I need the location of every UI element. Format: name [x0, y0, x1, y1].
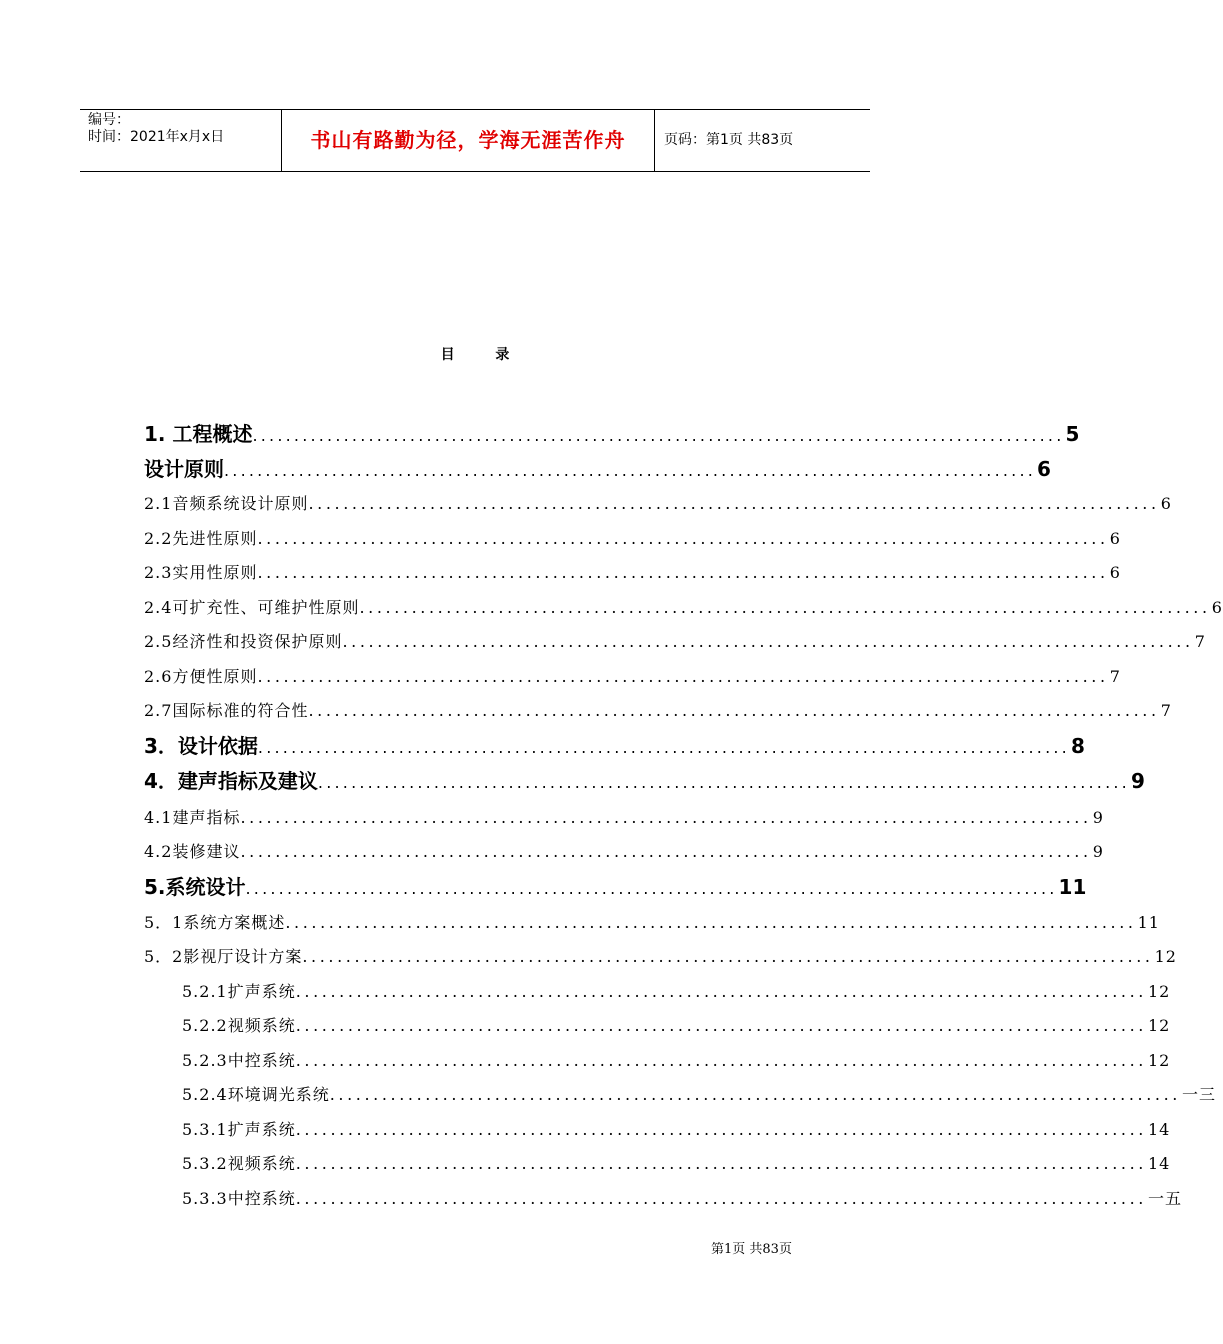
toc-leader-dots: .................................................................................................. [240, 842, 1092, 861]
document-header [80, 109, 870, 172]
toc-leader-dots: .................................................................................................. [308, 701, 1160, 720]
toc-entry-page: 6 [1109, 563, 1121, 582]
toc-entry-label: 5.3.3中控系统 [182, 1189, 296, 1208]
toc-entry-label: 5.2.2视频系统 [182, 1016, 296, 1035]
toc-entry-label: 2.7国际标准的符合性 [144, 701, 309, 720]
toc-entry[interactable] [144, 805, 1104, 827]
toc-leader-dots: .................................................................................................. [257, 529, 1109, 548]
toc-entry[interactable] [144, 730, 1085, 758]
toc-entry-page: 9 [1130, 769, 1145, 793]
toc-entry-page: 14 [1147, 1154, 1171, 1173]
toc-leader-dots: .................................................................................................. [302, 947, 1154, 966]
toc-entry-label: 5.2.1扩声系统 [182, 982, 296, 1001]
toc-entry-page: 一五 [1147, 1189, 1182, 1208]
header-meta [88, 112, 278, 146]
toc-leader-dots: .................................................................................................. [295, 1016, 1147, 1035]
toc-entry-page: 6 [1211, 598, 1223, 617]
toc-entry[interactable] [144, 698, 1172, 720]
toc-entry[interactable] [144, 491, 1172, 513]
toc-leader-dots: .................................................................................................. [285, 913, 1137, 932]
toc-entry-page: 12 [1147, 982, 1171, 1001]
toc-entry[interactable] [144, 944, 1177, 966]
toc-entry[interactable] [144, 765, 1145, 793]
header-page-info: 页码：第1页 共83页 [664, 132, 794, 148]
toc-entry-page: 11 [1137, 913, 1160, 932]
toc-entry[interactable] [182, 1013, 1171, 1035]
toc-leader-dots: .................................................................................................. [342, 632, 1194, 651]
toc-entry-label: 5．2影视厅设计方案 [144, 947, 303, 966]
toc-entry[interactable] [144, 839, 1104, 861]
toc-leader-dots: .................................................................................................. [317, 773, 1130, 792]
toc-leader-dots: .................................................................................................. [257, 738, 1070, 757]
toc-entry-label: 4.2装修建议 [144, 842, 241, 861]
toc-entry-label: 5.2.3中控系统 [182, 1051, 296, 1070]
toc-entry-label: 4.1建声指标 [144, 808, 241, 827]
toc-leader-dots: .................................................................................................. [295, 1051, 1147, 1070]
toc-entry[interactable] [144, 526, 1121, 548]
toc-leader-dots: .................................................................................................. [295, 982, 1147, 1001]
toc-leader-dots: .................................................................................................. [295, 1120, 1147, 1139]
toc-entry-label: 5.3.1扩声系统 [182, 1120, 296, 1139]
toc-leader-dots: .................................................................................................. [257, 563, 1109, 582]
time-label: 时间：2021年x月x日 [88, 129, 225, 145]
toc-entry-page: 7 [1160, 701, 1172, 720]
toc-entry[interactable] [144, 595, 1223, 617]
toc-entry-label: 设计原则 [144, 457, 224, 481]
toc-entry-label: 2.6方便性原则 [144, 667, 258, 686]
toc-leader-dots: .................................................................................................. [224, 461, 1037, 480]
header-divider [654, 110, 655, 171]
toc-entry[interactable] [144, 664, 1121, 686]
toc-entry[interactable] [144, 629, 1206, 651]
toc-entry-label: 2.5经济性和投资保护原则 [144, 632, 343, 651]
number-label: 编号： [88, 112, 130, 128]
toc-entry-label: 2.3实用性原则 [144, 563, 258, 582]
toc-entry-label: 5．1系统方案概述 [144, 913, 286, 932]
toc-leader-dots: .................................................................................................. [240, 808, 1092, 827]
toc-entry-page: 7 [1109, 667, 1121, 686]
toc-title: 目 录 [440, 347, 528, 363]
toc-entry-label: 5.系统设计 [144, 875, 246, 899]
toc-entry-label: 2.4可扩充性、可维护性原则 [144, 598, 360, 617]
toc-entry-page: 12 [1154, 947, 1177, 966]
toc-entry[interactable] [182, 1186, 1182, 1208]
toc-leader-dots: .................................................................................................. [295, 1154, 1147, 1173]
toc-entry-page: 6 [1037, 457, 1051, 481]
toc-entry[interactable] [144, 560, 1121, 582]
toc-entry-label: 5.2.4环境调光系统 [182, 1085, 330, 1104]
header-motto: 书山有路勤为径，学海无涯苦作舟 [310, 128, 626, 152]
toc-entry-label: 2.2先进性原则 [144, 529, 258, 548]
toc-entry-page: 9 [1092, 808, 1104, 827]
toc-entry-page: 8 [1070, 734, 1085, 758]
toc-entry[interactable] [182, 1117, 1171, 1139]
toc-entry[interactable] [182, 1082, 1216, 1104]
toc-entry-page: 5 [1065, 422, 1080, 446]
toc-leader-dots: .................................................................................................. [252, 426, 1065, 445]
toc-entry[interactable] [182, 1048, 1171, 1070]
toc-leader-dots: .................................................................................................. [245, 879, 1058, 898]
toc-entry-page: 6 [1109, 529, 1121, 548]
toc-entry-page: 12 [1147, 1051, 1171, 1070]
toc-entry-label: 1. 工程概述 [144, 422, 253, 446]
toc-entry[interactable] [144, 910, 1160, 932]
toc-leader-dots: .................................................................................................. [295, 1189, 1147, 1208]
toc-entry[interactable] [144, 871, 1087, 899]
toc-entry-page: 11 [1058, 875, 1087, 899]
toc-leader-dots: .................................................................................................. [257, 667, 1109, 686]
toc-leader-dots: .................................................................................................. [308, 494, 1160, 513]
toc-entry-label: 4．建声指标及建议 [144, 769, 318, 793]
toc-entry-label: 2.1音频系统设计原则 [144, 494, 309, 513]
toc-entry[interactable] [144, 453, 1051, 481]
toc-entry-page: 14 [1147, 1120, 1171, 1139]
toc-entry-page: 7 [1194, 632, 1206, 651]
toc-entry[interactable] [182, 1151, 1171, 1173]
toc-leader-dots: .................................................................................................. [329, 1085, 1181, 1104]
toc-entry[interactable] [144, 418, 1080, 446]
toc-entry-page: 6 [1160, 494, 1172, 513]
toc-entry-page: 9 [1092, 842, 1104, 861]
toc-entry-page: 一三 [1181, 1085, 1216, 1104]
toc-entry-label: 5.3.2视频系统 [182, 1154, 296, 1173]
toc-leader-dots: .................................................................................................. [359, 598, 1211, 617]
toc-entry-label: 3．设计依据 [144, 734, 258, 758]
page-footer: 第1页 共83页 [711, 1242, 792, 1257]
toc-entry[interactable] [182, 979, 1171, 1001]
toc-entry-page: 12 [1147, 1016, 1171, 1035]
